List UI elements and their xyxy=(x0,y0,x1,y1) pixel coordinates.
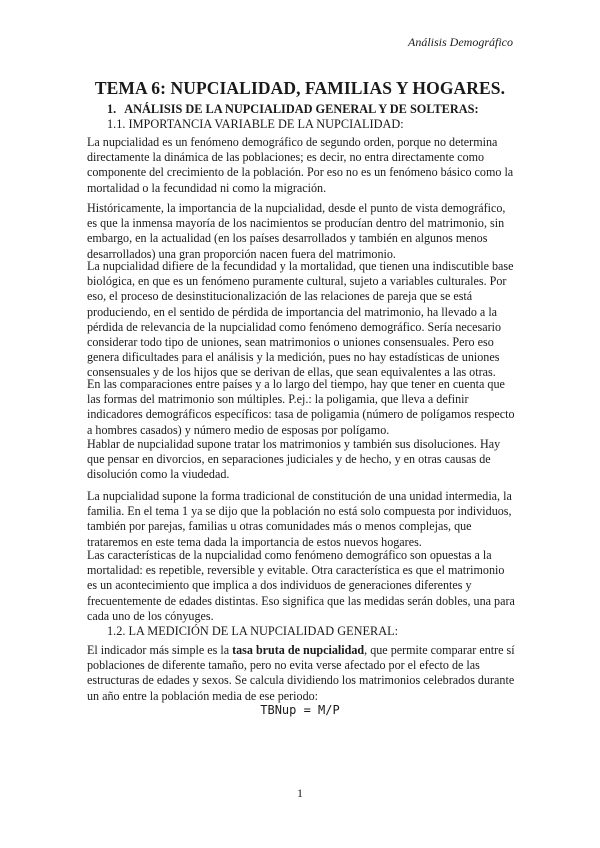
section-heading-text: ANÁLISIS DE LA NUPCIALIDAD GENERAL Y DE SOLTERAS: xyxy=(124,102,479,116)
paragraph-2 xyxy=(87,201,515,262)
paragraph-text: La nupcialidad es un fenómeno demográfico de segundo orden, porque no determina directamente la dinámica de las poblaciones; es decir, no entra directamente como componente del crecimiento de la población. Por eso no es un fenómeno básico como la mortalidad o la fecundidad ni como la migración. xyxy=(87,135,514,195)
text-run: El indicador más simple es la xyxy=(87,643,233,657)
paragraph-text: La nupcialidad difiere de la fecundidad y la mortalidad, que tienen una indiscutible base biológica, en que es un fenómeno puramente cultural, sujeto a variables culturales. Por eso, el proceso de desinstitucionalización de las relaciones de pareja que se está produciendo, en el sentido de pérdida de importancia del matrimonio, ha llevado a la pérdida de relevancia de la nupcialidad como fenómeno demográfico. Sería necesario considerar todo tipo de uniones, sean matrimonios o uniones consensuales. Pero eso genera dificultades para el análisis y la medición, pues no hay estadísticas de uniones consensuales y de los hijos que se derivan de ellas, que sean equivalentes a las otras. xyxy=(87,259,514,380)
paragraph-1 xyxy=(87,135,515,196)
section-number: 1. xyxy=(107,102,117,116)
paragraph-text: Históricamente, la importancia de la nupcialidad, desde el punto de vista demográfico, es que la inmensa mayoría de los nacimientos se producían dentro del matrimonio, sin embargo, en la actualidad (en los países desarrollados y también en algunos menos desarrollados) una gran proporción nacen fuera del matrimonio. xyxy=(87,201,506,261)
paragraph-text: Hablar de nupcialidad supone tratar los matrimonios y también sus disoluciones. Hay que pensar en divorcios, en separaciones judiciales y de hecho, y en otras causas de disolución como la viudedad. xyxy=(87,437,501,482)
paragraph-6 xyxy=(87,489,515,550)
page-number: 1 xyxy=(297,786,303,800)
subsection-heading-1: 1.1. IMPORTANCIA VARIABLE DE LA NUPCIALIDAD: xyxy=(107,117,404,131)
paragraph-5 xyxy=(87,437,515,483)
running-header: Análisis Demográfico xyxy=(408,35,513,49)
paragraph-7 xyxy=(87,548,515,624)
paragraph-text: La nupcialidad supone la forma tradicional de constitución de una unidad intermedia, la familia. En el tema 1 ya se dijo que la población no está solo compuesta por individuos, también por parejas, familias u otras comunidades más o menos complejas, que trataremos en este tema dada la importancia de estos nuevos hogares. xyxy=(87,489,512,549)
text-run: , que permite comparar entre sí poblaciones de diferente tamaño, pero no evita verse afectado por el efecto de las estructuras de edades y sexos. Se calcula dividiendo los matrimonios celebrados durante un año entre la población media de ese periodo: xyxy=(87,643,515,703)
paragraph-8 xyxy=(87,643,515,704)
section-heading xyxy=(107,102,479,117)
formula: TBNup = M/P xyxy=(260,703,340,717)
page-title: TEMA 6: NUPCIALIDAD, FAMILIAS Y HOGARES. xyxy=(94,78,506,98)
subsection-heading-2: 1.2. LA MEDICIÓN DE LA NUPCIALIDAD GENERAL: xyxy=(107,624,399,638)
paragraph-4 xyxy=(87,377,515,438)
paragraph-text: Las características de la nupcialidad como fenómeno demográfico son opuestas a la mortalidad: es repetible, reversible y evitable. Otra característica es que el matrimonio es un acontecimiento que implica a dos individuos de generaciones diferentes y frecuentemente de edades distintas. Eso significa que las medidas serán dobles, una para cada uno de los cónyuges. xyxy=(87,548,515,623)
bold-term: tasa bruta de nupcialidad xyxy=(232,643,365,657)
paragraph-text xyxy=(87,643,515,704)
paragraph-text: En las comparaciones entre países y a lo largo del tiempo, hay que tener en cuenta que las formas del matrimonio son múltiples. P.ej.: la poligamia, que lleva a definir indicadores demográficos específicos: tasa de poligamia (número de polígamos respecto a hombres casados) y número medio de esposas por polígamo. xyxy=(87,377,515,437)
paragraph-3 xyxy=(87,259,515,381)
